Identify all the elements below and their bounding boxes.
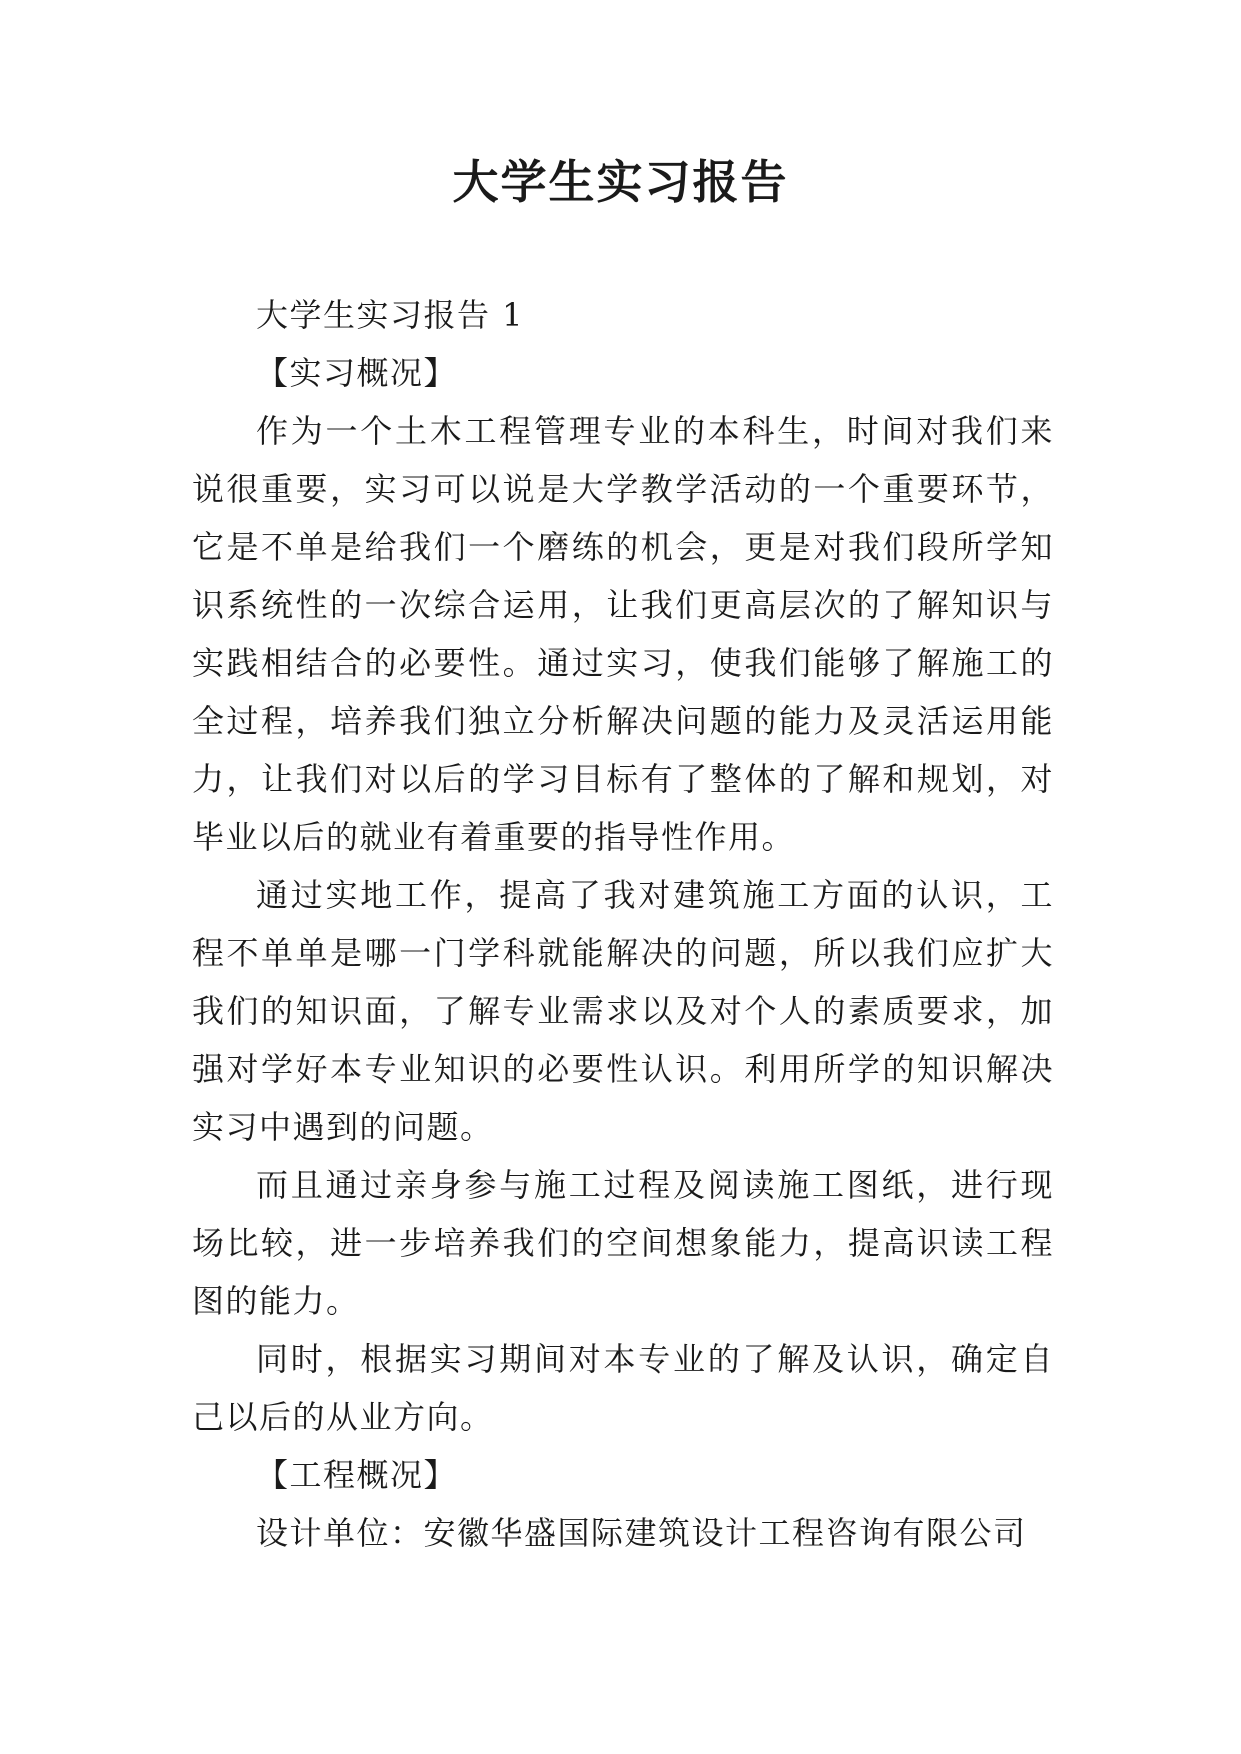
paragraph: 同时，根据实习期间对本专业的了解及认识，确定自己以后的从业方向。 — [192, 1340, 1054, 1436]
document-body — [192, 286, 1054, 1562]
section-heading-project-overview: 【工程概况】 — [256, 1456, 458, 1494]
section-heading-internship-overview: 【实习概况】 — [256, 354, 458, 392]
paragraph: 设计单位：安徽华盛国际建筑设计工程咨询有限公司 — [256, 1514, 1027, 1552]
section-subtitle: 大学生实习报告 1 — [256, 296, 525, 334]
paragraph: 而且通过亲身参与施工过程及阅读施工图纸，进行现场比较，进一步培养我们的空间想象能力，提高识读工程图的能力。 — [192, 1166, 1054, 1320]
document-title: 大学生实习报告 — [452, 155, 789, 209]
paragraph: 通过实地工作，提高了我对建筑施工方面的认识，工程不单单是哪一门学科就能解决的问题，所以我们应扩大我们的知识面，了解专业需求以及对个人的素质要求，加强对学好本专业知识的必要性认识。利用所学的知识解决实习中遇到的问题。 — [192, 876, 1054, 1146]
paragraph: 作为一个土木工程管理专业的本科生，时间对我们来说很重要，实习可以说是大学教学活动的一个重要环节，它是不单是给我们一个磨练的机会，更是对我们段所学知识系统性的一次综合运用，让我们更高层次的了解知识与实践相结合的必要性。通过实习，使我们能够了解施工的全过程，培养我们独立分析解决问题的能力及灵活运用能力，让我们对以后的学习目标有了整体的了解和规划，对毕业以后的就业有着重要的指导性作用。 — [192, 412, 1054, 856]
